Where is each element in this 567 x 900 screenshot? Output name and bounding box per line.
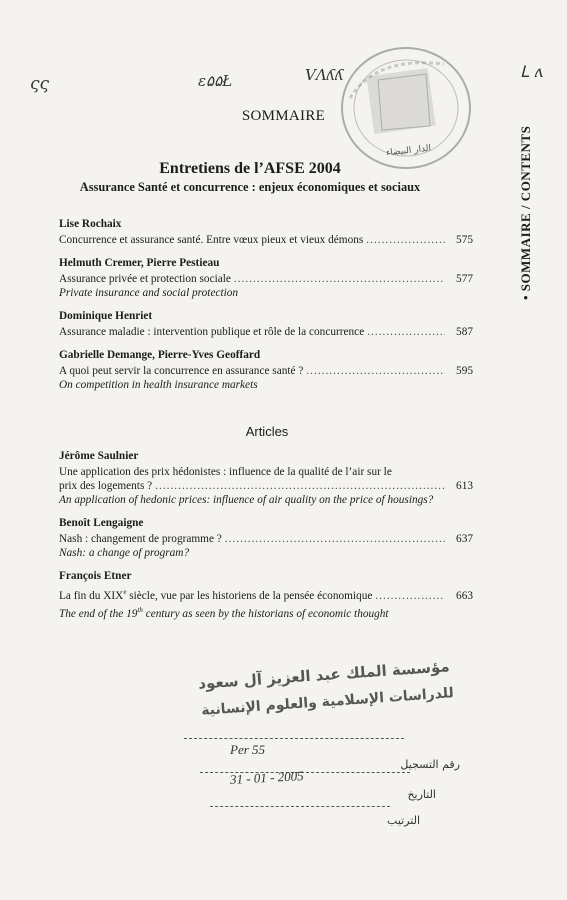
toc-entry	[59, 218, 473, 247]
entry-author: Dominique Henriet	[59, 310, 153, 322]
leader-dots	[225, 532, 445, 546]
entry-title-en: Nash: a change of program?	[59, 547, 190, 559]
stamp-line2: للدراسات الإسلامية والعلوم الإنسانية	[200, 685, 455, 719]
toc-entry	[59, 517, 473, 560]
entry-page: 587	[456, 326, 473, 338]
leader-dots	[155, 479, 445, 493]
handwritten-code: VΛʎʎ	[305, 66, 344, 84]
entry-author: Benoît Lengaigne	[59, 517, 144, 529]
stamp-line1: مؤسسة الملك عبد العزيز آل سعود	[197, 657, 451, 693]
entry-author: Lise Rochaix	[59, 218, 122, 230]
page-title: SOMMAIRE	[241, 108, 326, 124]
issue-title: Entretiens de l’AFSE 2004	[159, 160, 341, 177]
entry-page: 613	[456, 480, 473, 492]
stamp-date-value: 31 - 01 - 2005	[229, 768, 304, 787]
entretiens-list	[59, 218, 473, 398]
entry-author: François Etner	[59, 570, 132, 582]
entry-page: 595	[456, 365, 473, 377]
leader-dots	[375, 589, 445, 603]
entry-title-fr-cont: prix des logements ?	[59, 480, 153, 492]
entry-title-en: Private insurance and social protection	[59, 287, 239, 299]
articles-list	[59, 450, 473, 627]
leader-dots	[367, 325, 445, 339]
toc-entry	[59, 310, 473, 339]
entry-title-fr: A quoi peut servir la concurrence en assurance santé ?	[59, 365, 304, 377]
articles-heading: Articles	[245, 424, 289, 439]
entry-title-fr: Nash : changement de programme ?	[59, 533, 222, 545]
stamp-number-value: Per 55	[230, 742, 266, 757]
side-label: • SOMMAIRE / CONTENTS	[518, 125, 533, 300]
entry-page: 575	[456, 234, 473, 246]
leader-dots	[366, 233, 445, 247]
entry-author: Jérôme Saulnier	[59, 450, 139, 462]
round-stamp-text: الدار البيضاء	[385, 143, 432, 159]
leader-dots	[234, 272, 445, 286]
entry-title-fr: Assurance privée et protection sociale	[59, 273, 231, 285]
entry-title-en: The end of the 19th century as seen by the historians of economic thought	[59, 605, 389, 620]
entry-author: Gabrielle Demange, Pierre-Yves Geoffard	[59, 349, 261, 361]
entry-page: 577	[456, 273, 473, 285]
handwritten-mark-left: ςς	[30, 74, 50, 94]
stamp-order-label: الترتيب	[387, 814, 420, 827]
entry-page: 663	[456, 589, 473, 602]
handwritten-mark-right: ᒪ ʌ	[520, 62, 544, 81]
entry-page: 637	[456, 533, 473, 545]
entry-title-en: An application of hedonic prices: influence of air quality on the price of housings?	[59, 494, 434, 506]
stamp-date-label: التاريخ	[407, 788, 436, 801]
toc-entry	[59, 570, 473, 621]
entry-title-fr: Une application des prix hédonistes : influence de la qualité de l’air sur le	[59, 466, 392, 478]
stamp-number-label: رقم التسجيل	[400, 758, 460, 771]
entry-title-fr: La fin du XIXe siècle, vue par les historiens de la pensée économique	[59, 588, 373, 602]
toc-entry	[59, 349, 473, 392]
library-registration-stamp	[170, 657, 460, 840]
toc-entry	[59, 450, 473, 507]
entry-author: Helmuth Cremer, Pierre Pestieau	[59, 257, 220, 269]
entry-title-en: On competition in health insurance markets	[59, 379, 258, 391]
entry-title-fr: Concurrence et assurance santé. Entre vœux pieux et vieux démons	[59, 234, 364, 246]
handwritten-year: ɛ۵۵Ł	[198, 72, 233, 90]
entry-title-fr: Assurance maladie : intervention publique et rôle de la concurrence	[59, 326, 365, 338]
issue-subtitle: Assurance Santé et concurrence : enjeux économiques et sociaux	[79, 180, 421, 194]
leader-dots	[306, 364, 445, 378]
toc-entry	[59, 257, 473, 300]
